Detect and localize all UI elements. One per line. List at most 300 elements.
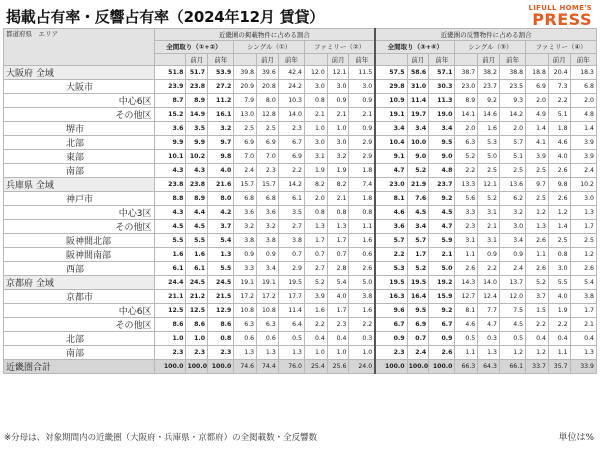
value-cell: 27.2: [208, 79, 234, 93]
value-cell: 4.6: [548, 135, 570, 149]
value-cell: 5.3: [375, 261, 407, 275]
value-cell: 19.5: [375, 275, 407, 289]
value-cell: 2.2: [455, 163, 478, 177]
value-cell: 1.2: [570, 247, 596, 261]
value-cell: 2.0: [455, 121, 478, 135]
value-cell: 2.6: [349, 261, 375, 275]
value-cell: 2.3: [327, 317, 349, 331]
value-cell: 6.7: [375, 317, 407, 331]
value-cell: 5.0: [478, 149, 500, 163]
value-cell: 100.0: [375, 359, 407, 373]
value-cell: 12.1: [478, 177, 500, 191]
value-cell: 14.2: [499, 107, 525, 121]
table-row: [4, 135, 597, 149]
value-cell: 74.4: [257, 359, 279, 373]
value-cell: 20.8: [257, 79, 279, 93]
value-cell: 3.0: [570, 191, 596, 205]
value-cell: 0.7: [278, 247, 304, 261]
value-cell: 3.9: [570, 135, 596, 149]
area-header: 都道府県 エリア: [4, 29, 155, 66]
value-cell: 3.2: [499, 205, 525, 219]
value-cell: 4.5: [407, 205, 429, 219]
value-cell: 0.9: [327, 93, 349, 107]
value-cell: 2.8: [327, 261, 349, 275]
value-cell: 53.9: [208, 65, 234, 79]
prev-year-header: 前年: [208, 53, 234, 65]
value-cell: 2.5: [499, 163, 525, 177]
value-cell: 2.9: [349, 149, 375, 163]
value-cell: 1.1: [455, 345, 478, 359]
listing-family-header: ファミリー（②）: [304, 41, 375, 53]
value-cell: 3.7: [208, 219, 234, 233]
value-cell: 1.5: [526, 303, 549, 317]
value-cell: 4.4: [186, 205, 208, 219]
value-cell: 3.8: [278, 233, 304, 247]
value-cell: 9.2: [478, 93, 500, 107]
value-cell: 0.6: [234, 331, 257, 345]
value-cell: 0.5: [499, 331, 525, 345]
value-cell: 16.4: [407, 289, 429, 303]
value-cell: 10.9: [375, 93, 407, 107]
value-cell: 3.8: [234, 233, 257, 247]
value-cell: 0.8: [349, 205, 375, 219]
listing-all-header: 全間取り（①+②）: [154, 41, 234, 53]
value-cell: 2.2: [375, 247, 407, 261]
value-cell: 9.0: [429, 149, 455, 163]
share-table: [3, 28, 597, 374]
value-cell: 1.9: [327, 163, 349, 177]
value-cell: 1.7: [304, 233, 327, 247]
value-cell: 5.2: [526, 275, 549, 289]
value-cell: 3.9: [526, 149, 549, 163]
logo-main: PRESS: [532, 10, 592, 29]
value-cell: 31.0: [407, 79, 429, 93]
value-cell: 18.8: [526, 65, 549, 79]
value-cell: 1.3: [208, 247, 234, 261]
value-cell: 7.6: [407, 191, 429, 205]
prev-month-header: 前月: [548, 53, 570, 65]
current-month-header: [234, 53, 257, 65]
value-cell: 12.5: [186, 303, 208, 317]
value-cell: 9.8: [548, 177, 570, 191]
value-cell: 3.1: [478, 233, 500, 247]
value-cell: 1.0: [186, 331, 208, 345]
value-cell: 12.8: [257, 107, 279, 121]
value-cell: 2.1: [349, 107, 375, 121]
value-cell: 5.2: [455, 149, 478, 163]
value-cell: 4.0: [548, 289, 570, 303]
value-cell: 3.3: [455, 205, 478, 219]
value-cell: 21.6: [208, 177, 234, 191]
value-cell: 3.2: [234, 219, 257, 233]
value-cell: 8.9: [186, 93, 208, 107]
value-cell: 4.0: [327, 289, 349, 303]
value-cell: 9.5: [407, 303, 429, 317]
value-cell: 14.9: [186, 107, 208, 121]
value-cell: 1.1: [349, 219, 375, 233]
value-cell: 0.8: [327, 205, 349, 219]
area-name: 西部: [4, 261, 155, 275]
value-cell: 9.2: [429, 191, 455, 205]
value-cell: 5.7: [499, 135, 525, 149]
value-cell: 23.7: [429, 177, 455, 191]
current-month-header: [526, 53, 549, 65]
value-cell: 8.1: [375, 191, 407, 205]
value-cell: 4.3: [154, 163, 186, 177]
value-cell: 19.1: [375, 107, 407, 121]
value-cell: 2.6: [548, 191, 570, 205]
value-cell: 2.2: [349, 317, 375, 331]
value-cell: 3.0: [304, 79, 327, 93]
value-cell: 4.2: [208, 205, 234, 219]
value-cell: 2.5: [234, 121, 257, 135]
value-cell: 5.2: [478, 191, 500, 205]
value-cell: 9.7: [526, 177, 549, 191]
table-row: [4, 191, 597, 205]
value-cell: 2.5: [257, 121, 279, 135]
area-name: 堺市: [4, 121, 155, 135]
value-cell: 2.9: [278, 261, 304, 275]
value-cell: 21.9: [407, 177, 429, 191]
prev-month-header: 前月: [407, 53, 429, 65]
value-cell: 1.4: [526, 121, 549, 135]
value-cell: 1.2: [548, 205, 570, 219]
value-cell: 5.1: [548, 107, 570, 121]
value-cell: 1.4: [548, 219, 570, 233]
table-row: [4, 177, 597, 191]
value-cell: 7.5: [499, 303, 525, 317]
value-cell: 5.7: [407, 233, 429, 247]
value-cell: 3.6: [375, 219, 407, 233]
value-cell: 3.7: [526, 289, 549, 303]
value-cell: 2.7: [278, 219, 304, 233]
value-cell: 21.5: [208, 289, 234, 303]
area-name: 南部: [4, 345, 155, 359]
value-cell: 14.0: [278, 107, 304, 121]
value-cell: 2.3: [186, 345, 208, 359]
table-row: [4, 317, 597, 331]
value-cell: 19.1: [257, 275, 279, 289]
value-cell: 23.8: [154, 177, 186, 191]
value-cell: 2.3: [257, 163, 279, 177]
value-cell: 4.1: [526, 135, 549, 149]
value-cell: 6.7: [278, 135, 304, 149]
value-cell: 5.7: [375, 233, 407, 247]
value-cell: 4.7: [429, 219, 455, 233]
value-cell: 100.0: [429, 359, 455, 373]
value-cell: 8.8: [154, 191, 186, 205]
area-name: 京都市: [4, 289, 155, 303]
table-row: [4, 261, 597, 275]
value-cell: 24.4: [154, 275, 186, 289]
value-cell: 1.0: [304, 345, 327, 359]
value-cell: 8.6: [208, 317, 234, 331]
prev-month-header: 前月: [257, 53, 279, 65]
value-cell: 1.7: [327, 303, 349, 317]
value-cell: 25.4: [304, 359, 327, 373]
current-month-header: [375, 53, 407, 65]
value-cell: 17.2: [257, 289, 279, 303]
value-cell: 1.3: [327, 219, 349, 233]
value-cell: 9.9: [154, 135, 186, 149]
area-name: 北部: [4, 331, 155, 345]
value-cell: 4.8: [429, 163, 455, 177]
value-cell: 0.9: [499, 247, 525, 261]
value-cell: 4.5: [186, 219, 208, 233]
table-row: [4, 289, 597, 303]
logo-subtitle: LIFULL HOME'S: [528, 4, 592, 12]
value-cell: 5.6: [455, 191, 478, 205]
table-row: [4, 331, 597, 345]
value-cell: 4.3: [186, 163, 208, 177]
value-cell: 3.6: [154, 121, 186, 135]
value-cell: 38.2: [478, 65, 500, 79]
table-row: [4, 247, 597, 261]
value-cell: 5.5: [548, 275, 570, 289]
value-cell: 6.9: [257, 135, 279, 149]
value-cell: 1.3: [257, 345, 279, 359]
value-cell: 6.2: [499, 191, 525, 205]
area-name: その他区: [4, 107, 155, 121]
value-cell: 3.0: [349, 79, 375, 93]
value-cell: 2.0: [526, 93, 549, 107]
value-cell: 2.2: [478, 261, 500, 275]
value-cell: 3.4: [257, 261, 279, 275]
value-cell: 23.7: [478, 79, 500, 93]
value-cell: 4.5: [154, 219, 186, 233]
value-cell: 2.2: [548, 317, 570, 331]
value-cell: 0.5: [278, 331, 304, 345]
value-cell: 14.0: [478, 275, 500, 289]
value-cell: 3.1: [478, 205, 500, 219]
value-cell: 2.4: [570, 163, 596, 177]
value-cell: 4.7: [375, 163, 407, 177]
current-month-header: [304, 53, 327, 65]
value-cell: 2.0: [499, 121, 525, 135]
brand-logo: [528, 4, 592, 28]
value-cell: 3.9: [570, 149, 596, 163]
value-cell: 3.8: [570, 289, 596, 303]
value-cell: 58.6: [407, 65, 429, 79]
value-cell: 12.0: [499, 289, 525, 303]
value-cell: 0.6: [349, 247, 375, 261]
value-cell: 3.4: [429, 121, 455, 135]
area-name: 大阪市: [4, 79, 155, 93]
value-cell: 1.8: [548, 121, 570, 135]
value-cell: 2.6: [429, 345, 455, 359]
value-cell: 2.1: [304, 107, 327, 121]
value-cell: 1.3: [570, 345, 596, 359]
value-cell: 1.3: [570, 205, 596, 219]
value-cell: 1.9: [548, 303, 570, 317]
value-cell: 1.7: [407, 247, 429, 261]
value-cell: 35.7: [548, 359, 570, 373]
value-cell: 10.4: [375, 135, 407, 149]
value-cell: 9.3: [499, 93, 525, 107]
value-cell: 10.3: [278, 93, 304, 107]
value-cell: 0.4: [548, 331, 570, 345]
value-cell: 1.7: [327, 233, 349, 247]
value-cell: 24.0: [349, 359, 375, 373]
value-cell: 1.3: [234, 345, 257, 359]
value-cell: 2.3: [375, 345, 407, 359]
value-cell: 3.6: [234, 205, 257, 219]
value-cell: 0.8: [208, 331, 234, 345]
value-cell: 38.7: [455, 65, 478, 79]
value-cell: 15.7: [234, 177, 257, 191]
area-name: 中心6区: [4, 93, 155, 107]
value-cell: 1.6: [186, 247, 208, 261]
value-cell: 13.3: [455, 177, 478, 191]
footnote: ※分母は、対象期間内の近畿圏（大阪府・兵庫県・京都府）の全掲載数・全反響数: [4, 433, 318, 443]
value-cell: 4.6: [455, 317, 478, 331]
listing-single-header: シングル（①）: [234, 41, 305, 53]
value-cell: 6.3: [455, 135, 478, 149]
area-name: 兵庫県 全域: [4, 177, 155, 191]
value-cell: 4.9: [526, 107, 549, 121]
value-cell: 3.8: [349, 289, 375, 303]
value-cell: 17.2: [234, 289, 257, 303]
value-cell: 1.7: [570, 303, 596, 317]
value-cell: 1.2: [526, 205, 549, 219]
value-cell: 19.5: [278, 275, 304, 289]
value-cell: 1.2: [526, 345, 549, 359]
value-cell: 1.3: [526, 219, 549, 233]
value-cell: 0.8: [548, 247, 570, 261]
area-name: その他区: [4, 219, 155, 233]
value-cell: 0.7: [327, 247, 349, 261]
value-cell: 0.9: [349, 121, 375, 135]
listing-group-header: 近畿圏の掲載物件に占める割合: [154, 29, 375, 41]
value-cell: 0.4: [526, 331, 549, 345]
value-cell: 2.5: [526, 163, 549, 177]
value-cell: 24.5: [186, 275, 208, 289]
value-cell: 6.9: [234, 135, 257, 149]
value-cell: 19.0: [429, 107, 455, 121]
value-cell: 0.9: [375, 331, 407, 345]
area-name: その他区: [4, 317, 155, 331]
value-cell: 0.3: [478, 331, 500, 345]
page-title: 掲載占有率・反響占有率（2024年12月 賃貸）: [6, 8, 325, 26]
table-row: [4, 93, 597, 107]
value-cell: 0.9: [478, 247, 500, 261]
value-cell: 9.9: [186, 135, 208, 149]
value-cell: 12.9: [208, 303, 234, 317]
value-cell: 57.5: [375, 65, 407, 79]
value-cell: 23.0: [375, 177, 407, 191]
value-cell: 1.6: [349, 233, 375, 247]
value-cell: 5.9: [429, 233, 455, 247]
value-cell: 6.4: [278, 317, 304, 331]
value-cell: 9.6: [375, 303, 407, 317]
value-cell: 1.0: [154, 331, 186, 345]
value-cell: 5.0: [429, 261, 455, 275]
value-cell: 12.4: [478, 289, 500, 303]
value-cell: 19.7: [407, 107, 429, 121]
value-cell: 51.7: [186, 65, 208, 79]
value-cell: 15.2: [154, 107, 186, 121]
prev-year-header: 前年: [278, 53, 304, 65]
value-cell: 5.4: [570, 275, 596, 289]
value-cell: 33.7: [526, 359, 549, 373]
value-cell: 2.4: [407, 345, 429, 359]
value-cell: 16.3: [375, 289, 407, 303]
value-cell: 7.9: [234, 93, 257, 107]
current-month-header: [455, 53, 478, 65]
value-cell: 6.1: [186, 261, 208, 275]
value-cell: 4.8: [570, 107, 596, 121]
value-cell: 1.9: [304, 163, 327, 177]
prev-month-header: 前月: [186, 53, 208, 65]
unit-note: 単位は%: [558, 433, 594, 443]
table-row: [4, 219, 597, 233]
table-row: [4, 107, 597, 121]
value-cell: 17.7: [278, 289, 304, 303]
prev-year-header: 前年: [349, 53, 375, 65]
value-cell: 3.9: [304, 289, 327, 303]
value-cell: 14.6: [478, 107, 500, 121]
value-cell: 3.0: [548, 261, 570, 275]
value-cell: 9.1: [375, 149, 407, 163]
value-cell: 10.8: [257, 303, 279, 317]
value-cell: 2.0: [570, 93, 596, 107]
value-cell: 6.9: [278, 149, 304, 163]
value-cell: 12.5: [154, 303, 186, 317]
current-month-header: [154, 53, 186, 65]
value-cell: 10.0: [407, 135, 429, 149]
value-cell: 23.8: [186, 79, 208, 93]
value-cell: 24.2: [278, 79, 304, 93]
area-name: 近畿圏合計: [4, 359, 155, 373]
value-cell: 3.1: [304, 149, 327, 163]
value-cell: 66.1: [499, 359, 525, 373]
value-cell: 100.0: [154, 359, 186, 373]
value-cell: 76.0: [278, 359, 304, 373]
value-cell: 0.9: [429, 331, 455, 345]
value-cell: 0.4: [327, 331, 349, 345]
value-cell: 9.8: [208, 149, 234, 163]
value-cell: 18.3: [570, 65, 596, 79]
value-cell: 2.6: [548, 163, 570, 177]
value-cell: 3.4: [407, 121, 429, 135]
value-cell: 21.2: [186, 289, 208, 303]
value-cell: 5.2: [407, 261, 429, 275]
value-cell: 0.4: [304, 331, 327, 345]
value-cell: 1.1: [526, 247, 549, 261]
value-cell: 2.3: [154, 345, 186, 359]
value-cell: 5.0: [349, 275, 375, 289]
value-cell: 8.9: [186, 191, 208, 205]
value-cell: 29.8: [375, 79, 407, 93]
value-cell: 12.1: [327, 65, 349, 79]
value-cell: 8.6: [186, 317, 208, 331]
value-cell: 0.9: [257, 247, 279, 261]
value-cell: 100.0: [186, 359, 208, 373]
value-cell: 2.5: [526, 191, 549, 205]
value-cell: 6.8: [257, 191, 279, 205]
value-cell: 6.9: [526, 79, 549, 93]
value-cell: 3.4: [499, 233, 525, 247]
value-cell: 0.8: [304, 205, 327, 219]
value-cell: 2.7: [304, 261, 327, 275]
value-cell: 1.6: [304, 303, 327, 317]
value-cell: 23.0: [455, 79, 478, 93]
table-row: [4, 205, 597, 219]
value-cell: 2.9: [349, 135, 375, 149]
value-cell: 100.0: [407, 359, 429, 373]
value-cell: 2.1: [327, 191, 349, 205]
area-name: 東部: [4, 149, 155, 163]
